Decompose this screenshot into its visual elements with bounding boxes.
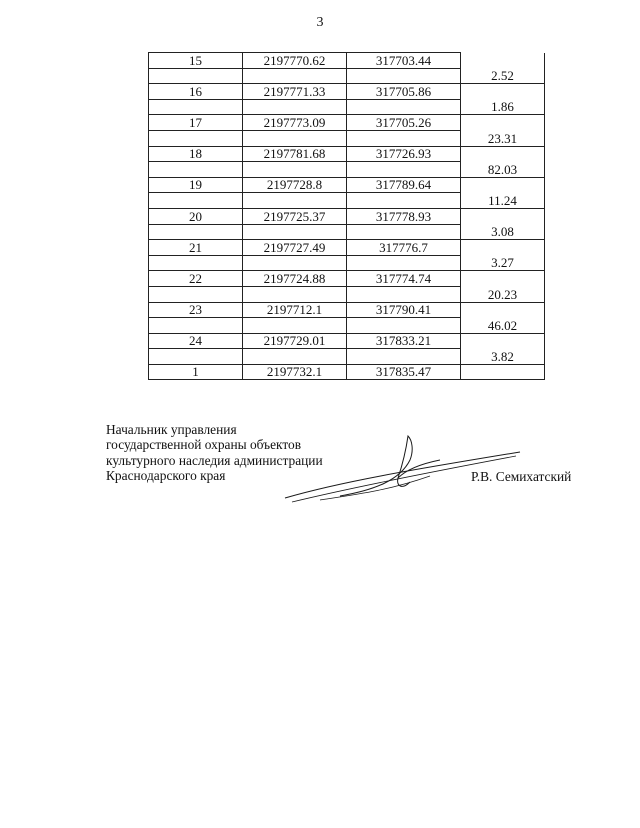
y-coordinate-cell: 317790.41 (347, 302, 461, 318)
y-coordinate-cell: 317789.64 (347, 177, 461, 193)
x-coordinate-cell (243, 286, 347, 302)
y-coordinate-cell: 317726.93 (347, 146, 461, 162)
point-number-cell (149, 318, 243, 334)
table-row-point (149, 115, 545, 131)
y-coordinate-cell (347, 286, 461, 302)
x-coordinate-cell: 2197712.1 (243, 302, 347, 318)
x-coordinate-cell: 2197727.49 (243, 240, 347, 256)
segment-length-cell (461, 53, 545, 69)
y-coordinate-cell: 317705.86 (347, 84, 461, 100)
x-coordinate-cell: 2197729.01 (243, 333, 347, 349)
signatory-name: Р.В. Семихатский (471, 469, 572, 484)
table-row-length (149, 286, 545, 302)
y-coordinate-cell (347, 349, 461, 365)
x-coordinate-cell (243, 99, 347, 115)
point-number-cell: 17 (149, 115, 243, 131)
x-coordinate-cell (243, 193, 347, 209)
x-coordinate-cell: 2197732.1 (243, 364, 347, 380)
table-row-point (149, 208, 545, 224)
point-number-cell: 21 (149, 240, 243, 256)
point-number-cell: 1 (149, 364, 243, 380)
coordinates-table (148, 52, 545, 380)
point-number-cell (149, 99, 243, 115)
segment-length-cell: 11.24 (461, 193, 545, 209)
y-coordinate-cell: 317774.74 (347, 271, 461, 287)
point-number-cell (149, 255, 243, 271)
table-row-length (149, 68, 545, 84)
table-row-point (149, 177, 545, 193)
table-row-length (149, 318, 545, 334)
table-row-length (149, 130, 545, 146)
segment-length-cell: 1.86 (461, 99, 545, 115)
segment-length-cell (461, 115, 545, 131)
table-row-length (149, 224, 545, 240)
y-coordinate-cell: 317776.7 (347, 240, 461, 256)
table-row-point (149, 146, 545, 162)
y-coordinate-cell: 317835.47 (347, 364, 461, 380)
point-number-cell: 16 (149, 84, 243, 100)
point-number-cell (149, 286, 243, 302)
segment-length-cell: 3.27 (461, 255, 545, 271)
segment-length-cell: 2.52 (461, 68, 545, 84)
x-coordinate-cell: 2197728.8 (243, 177, 347, 193)
y-coordinate-cell (347, 130, 461, 146)
y-coordinate-cell: 317833.21 (347, 333, 461, 349)
x-coordinate-cell (243, 255, 347, 271)
point-number-cell: 22 (149, 271, 243, 287)
x-coordinate-cell (243, 68, 347, 84)
point-number-cell (149, 224, 243, 240)
table-row-length (149, 99, 545, 115)
segment-length-cell (461, 364, 545, 380)
y-coordinate-cell (347, 68, 461, 84)
table-row-length (149, 349, 545, 365)
y-coordinate-cell: 317703.44 (347, 53, 461, 69)
segment-length-cell (461, 146, 545, 162)
segment-length-cell: 46.02 (461, 318, 545, 334)
point-number-cell: 23 (149, 302, 243, 318)
segment-length-cell: 20.23 (461, 286, 545, 302)
signatory-title-line: культурного наследия администрации (106, 452, 323, 468)
x-coordinate-cell (243, 162, 347, 178)
y-coordinate-cell: 317705.26 (347, 115, 461, 131)
signatory-title-line: Краснодарского края (106, 467, 226, 483)
point-number-cell (149, 162, 243, 178)
table-row-point (149, 333, 545, 349)
y-coordinate-cell (347, 99, 461, 115)
segment-length-cell: 23.31 (461, 130, 545, 146)
segment-length-cell: 82.03 (461, 162, 545, 178)
segment-length-cell: 3.08 (461, 224, 545, 240)
point-number-cell (149, 349, 243, 365)
point-number-cell: 15 (149, 53, 243, 69)
table-row-point (149, 302, 545, 318)
page-number: 3 (316, 15, 324, 30)
y-coordinate-cell (347, 255, 461, 271)
y-coordinate-cell (347, 162, 461, 178)
signatory-title-line: Начальник управления (106, 422, 237, 437)
point-number-cell (149, 68, 243, 84)
y-coordinate-cell (347, 224, 461, 240)
point-number-cell: 24 (149, 333, 243, 349)
x-coordinate-cell (243, 224, 347, 240)
segment-length-cell (461, 177, 545, 193)
y-coordinate-cell (347, 193, 461, 209)
x-coordinate-cell: 2197773.09 (243, 115, 347, 131)
x-coordinate-cell (243, 349, 347, 365)
point-number-cell (149, 193, 243, 209)
x-coordinate-cell (243, 130, 347, 146)
x-coordinate-cell: 2197771.33 (243, 84, 347, 100)
signatory-title-line: государственной охраны объектов (106, 437, 302, 453)
point-number-cell: 20 (149, 208, 243, 224)
x-coordinate-cell (243, 318, 347, 334)
x-coordinate-cell: 2197781.68 (243, 146, 347, 162)
point-number-cell: 19 (149, 177, 243, 193)
table-row-point (149, 84, 545, 100)
segment-length-cell (461, 208, 545, 224)
segment-length-cell (461, 302, 545, 318)
x-coordinate-cell: 2197725.37 (243, 208, 347, 224)
point-number-cell (149, 130, 243, 146)
table-row-length (149, 193, 545, 209)
y-coordinate-cell: 317778.93 (347, 208, 461, 224)
y-coordinate-cell (347, 318, 461, 334)
point-number-cell: 18 (149, 146, 243, 162)
table-row-point (149, 364, 545, 380)
table-row-point (149, 271, 545, 287)
segment-length-cell (461, 333, 545, 349)
segment-length-cell (461, 271, 545, 287)
segment-length-cell (461, 84, 545, 100)
segment-length-cell (461, 240, 545, 256)
table-row-point (149, 240, 545, 256)
segment-length-cell: 3.82 (461, 349, 545, 365)
coordinates-table-body (149, 53, 545, 380)
x-coordinate-cell: 2197724.88 (243, 271, 347, 287)
table-row-length (149, 162, 545, 178)
table-row-length (149, 255, 545, 271)
x-coordinate-cell: 2197770.62 (243, 53, 347, 69)
table-row-point (149, 53, 545, 69)
